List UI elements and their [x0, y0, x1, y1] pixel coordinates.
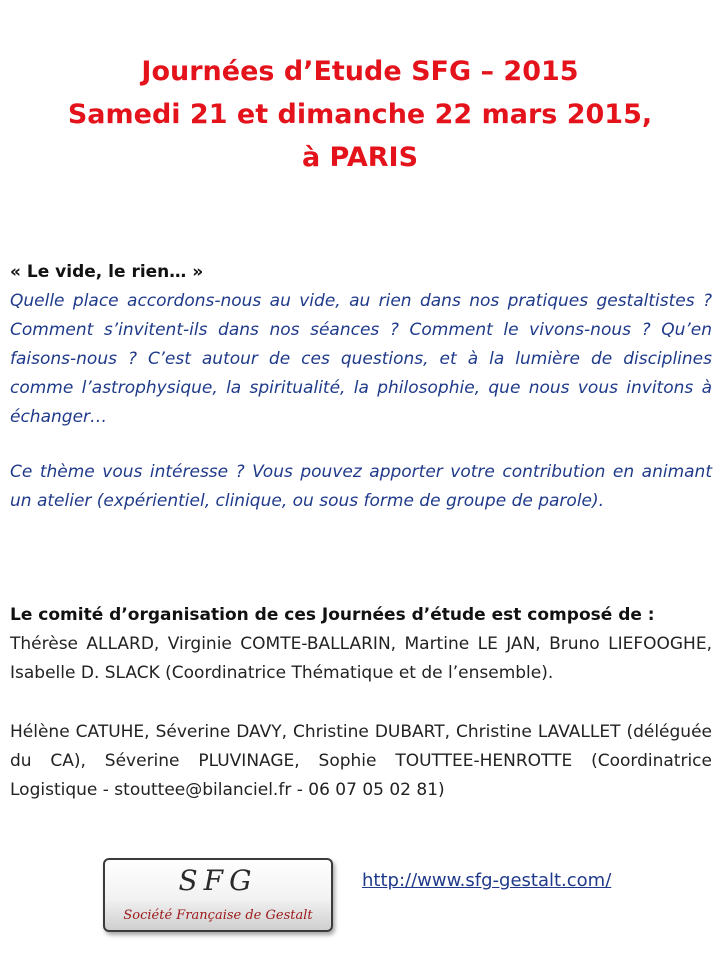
- committee-members-1: Thérèse ALLARD, Virginie COMTE-BALLARIN, Martine LE JAN, Bruno LIEFOOGHE, Isabelle D. SLACK (Coordinatrice Thématique et de l’ensemble).: [10, 634, 712, 683]
- event-heading: [0, 50, 720, 179]
- theme-paragraph: Quelle place accordons-nous au vide, au rien dans nos pratiques gestaltistes ? Comment s’invitent-ils dans nos séances ? Comment le vivons-nous ? Qu’en faisons-nous ? C’est autour de ces questions, et à la lumière de disciplines comme l’astrophysique, la spiritualité, la philosophie, que nous vous invitons à échanger…: [10, 291, 712, 427]
- invitation-section: [10, 458, 712, 516]
- logo-text: Société Française de Gestalt: [123, 908, 313, 923]
- committee-section: [10, 601, 712, 688]
- event-dates: Samedi 21 et dimanche 22 mars 2015,: [67, 99, 653, 130]
- sfg-logo: [103, 858, 333, 932]
- committee-title: Le comité d’organisation de ces Journées d’étude est composé de :: [10, 605, 655, 625]
- committee-members-2-section: [10, 718, 712, 805]
- event-title: Journées d’Etude SFG – 2015: [141, 56, 579, 87]
- committee-members-2: Hélène CATUHE, Séverine DAVY, Christine DUBART, Christine LAVALLET (déléguée du CA), Séverine PLUVINAGE, Sophie TOUTTEE-HENROTTE (Coordinatrice Logistique - stouttee@bilanciel.fr - 06 07 05 02 81): [10, 722, 712, 800]
- website-link[interactable]: http://www.sfg-gestalt.com/: [362, 870, 612, 891]
- theme-title: « Le vide, le rien… »: [10, 262, 204, 282]
- logo-mark: SFG: [178, 864, 258, 897]
- invitation-paragraph: Ce thème vous intéresse ? Vous pouvez apporter votre contribution en animant un atelier (expérientiel, clinique, ou sous forme de groupe de parole).: [10, 462, 712, 511]
- theme-section: [10, 258, 712, 432]
- event-location: à PARIS: [301, 142, 419, 173]
